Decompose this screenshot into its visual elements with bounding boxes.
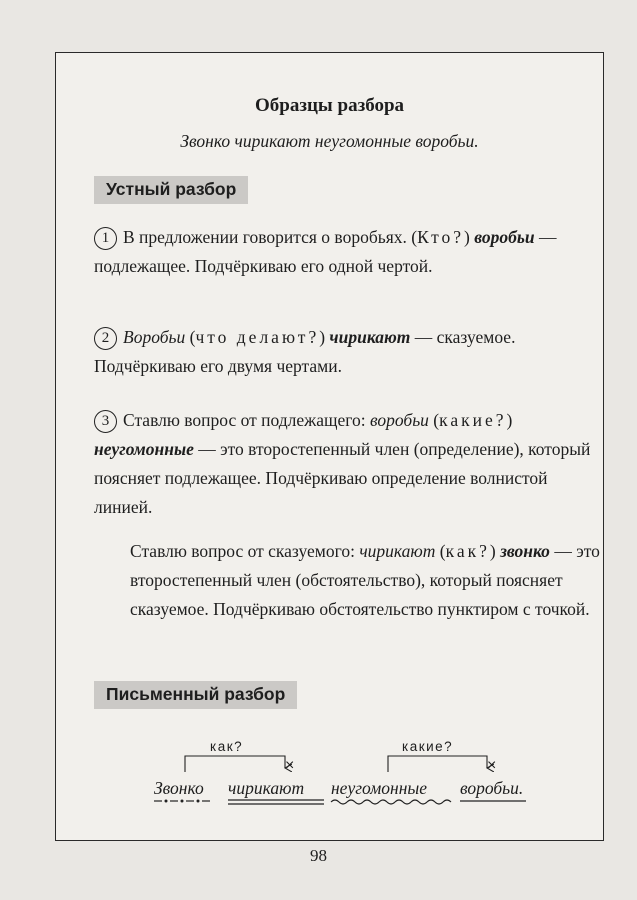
example-frame (55, 52, 604, 841)
step-number: 3 (94, 410, 117, 433)
connector-kak (185, 756, 285, 772)
word-vorobi: воробьи. (460, 778, 524, 798)
step-number: 1 (94, 227, 117, 250)
question-kak: как? (210, 739, 244, 754)
step-2: 2 Воробьи (что делают?) чирикают — сказуемое. Подчёркиваю его двумя чертами. (94, 327, 516, 376)
word-chirikayut: чирикают (228, 778, 305, 798)
connector-kakie (388, 756, 487, 772)
cross-mark-2: × (487, 757, 498, 774)
section-oral-label: Устный разбор (94, 176, 248, 204)
underline-predicate (228, 800, 324, 804)
page-number: 98 (310, 846, 327, 865)
question-kakie: какие? (402, 739, 454, 754)
word-zvonko: Звонко (154, 778, 204, 798)
section-written-label: Письменный разбор (94, 681, 297, 709)
page-title: Образцы разбора (254, 95, 405, 116)
word-neugomonnye: неугомонные (331, 778, 428, 798)
step-3-continued: Ставлю вопрос от сказуемого: чирикают (как?) звонко — это второстепенный член (обстоятельство), который поясняет сказуемое. Подчёркиваю обстоятельство пунктиром с точкой. (130, 541, 600, 619)
step-3: 3 Ставлю вопрос от подлежащего: воробьи (какие?) неугомонные — это второстепенный член (определение), который поясняет подлежащее. Подчёркиваю определение волнистой линией. (94, 410, 591, 517)
example-sentence: Звонко чирикают неугомонные воробьи. (180, 131, 479, 151)
cross-mark-1: × (285, 757, 296, 774)
underline-attribute (331, 800, 451, 804)
step-1: 1 В предложении говорится о воробьях. (Кто?) воробьи — подлежащее. Подчёркиваю его одной чертой. (94, 227, 557, 276)
step-number: 2 (94, 327, 117, 350)
underline-adverbial (154, 800, 210, 802)
